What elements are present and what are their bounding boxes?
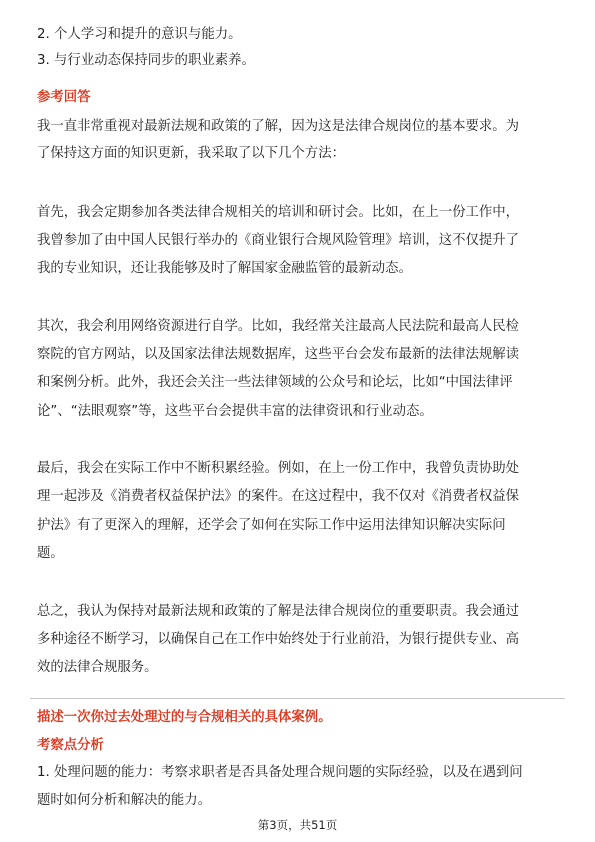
paragraph-line: 了保持这方面的知识更新，我采取了以下几个方法： xyxy=(37,146,345,161)
paragraph-line: 察院的官方网站，以及国家法律法规数据库，这些平台会发布最新的法律法规解读 xyxy=(37,347,520,362)
paragraph-line: 首先，我会定期参加各类法律合规相关的培训和研讨会。比如，在上一份工作中， xyxy=(37,205,520,220)
paragraph-line: 题。 xyxy=(37,546,64,561)
analysis-point: 1. 处理问题的能力：考察求职者是否具备处理合规问题的实际经验，以及在遇到问 xyxy=(37,765,523,780)
analysis-heading: 考察点分析 xyxy=(37,738,104,753)
analysis-point: 题时如何分析和解决的能力。 xyxy=(37,793,212,808)
paragraph-line: 我曾参加了由中国人民银行举办的《商业银行合规风险管理》培训，这不仅提升了 xyxy=(37,233,520,248)
section-divider xyxy=(30,698,565,699)
intro-point: 3. 与行业动态保持同步的职业素养。 xyxy=(37,53,255,68)
paragraph-line: 其次，我会利用网络资源进行自学。比如，我经常关注最高人民法院和最高人民检 xyxy=(37,319,520,334)
paragraph-line: 论”、“法眼观察”等，这些平台会提供丰富的法律资讯和行业动态。 xyxy=(37,404,433,419)
paragraph-line: 效的法律合规服务。 xyxy=(37,660,158,675)
paragraph-line: 我的专业知识，还让我能够及时了解国家金融监管的最新动态。 xyxy=(37,261,412,276)
paragraph-line: 和案例分析。此外，我还会关注一些法律领域的公众号和论坛，比如“中国法律评 xyxy=(37,375,513,390)
paragraph-line: 总之，我认为保持对最新法规和政策的了解是法律合规岗位的重要职责。我会通过 xyxy=(37,604,520,619)
page-footer: 第3页，共51页 xyxy=(257,818,338,832)
paragraph-line: 最后，我会在实际工作中不断积累经验。例如，在上一份工作中，我曾负责协助处 xyxy=(37,461,520,476)
intro-point: 2. 个人学习和提升的意识与能力。 xyxy=(37,27,242,42)
paragraph-line: 护法》有了更深入的理解，还学会了如何在实际工作中运用法律知识解决实际问 xyxy=(37,518,506,533)
paragraph-line: 我一直非常重视对最新法规和政策的了解，因为这是法律合规岗位的基本要求。为 xyxy=(37,119,520,134)
paragraph-line: 多种途径不断学习，以确保自己在工作中始终处于行业前沿，为银行提供专业、高 xyxy=(37,632,520,647)
answer-heading: 参考回答 xyxy=(37,90,91,105)
paragraph-line: 理一起涉及《消费者权益保护法》的案件。在这过程中，我不仅对《消费者权益保 xyxy=(37,489,520,504)
question-heading: 描述一次你过去处理过的与合规相关的具体案例。 xyxy=(37,710,332,725)
